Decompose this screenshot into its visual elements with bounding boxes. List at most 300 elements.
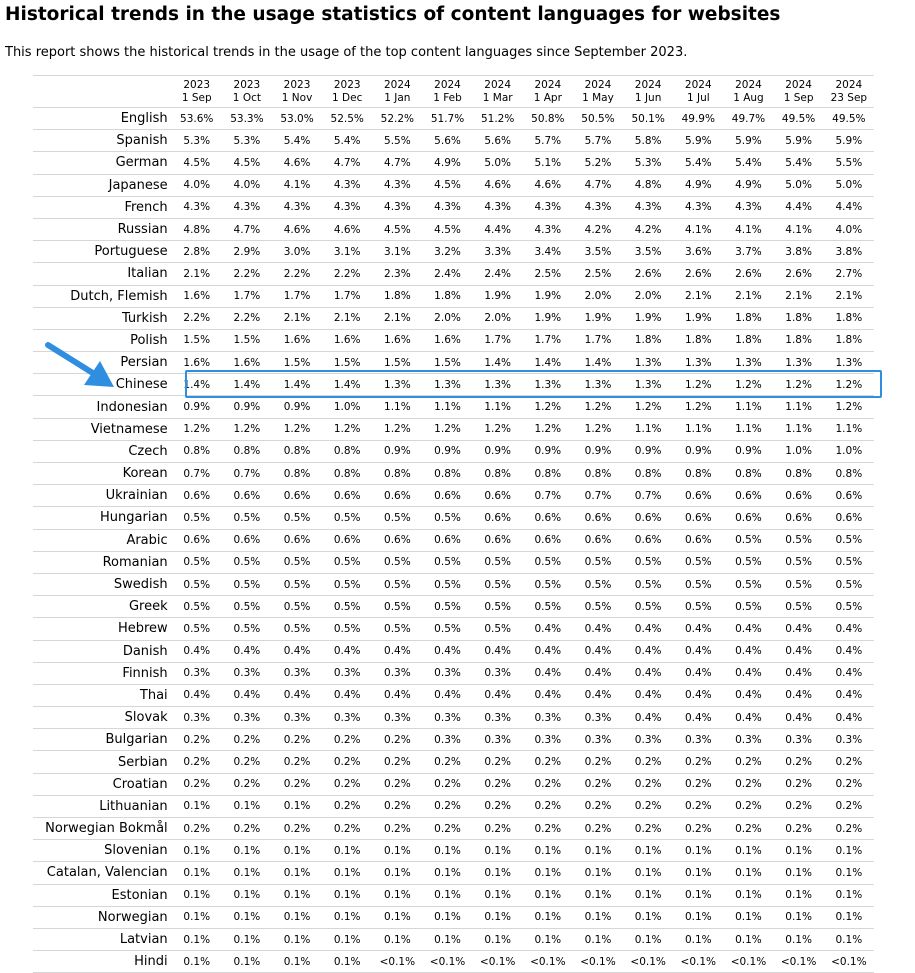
usage-value: 1.7%: [573, 329, 623, 351]
usage-value: 0.1%: [422, 862, 472, 884]
language-name: Latvian: [33, 928, 172, 950]
column-year: 2024: [383, 79, 411, 91]
column-date: 1 Jan: [384, 91, 411, 104]
usage-value: 1.4%: [322, 374, 372, 396]
usage-value: 1.8%: [723, 329, 773, 351]
usage-value: 0.3%: [322, 707, 372, 729]
usage-value: 3.3%: [473, 241, 523, 263]
usage-value: 1.3%: [673, 352, 723, 374]
usage-value: 0.5%: [824, 551, 874, 573]
usage-value: 0.4%: [623, 640, 673, 662]
usage-value: 5.9%: [824, 130, 874, 152]
usage-value: 2.5%: [523, 263, 573, 285]
table-row: [33, 285, 874, 307]
table-row: [33, 529, 874, 551]
usage-value: 0.5%: [422, 596, 472, 618]
usage-value: 5.3%: [172, 130, 222, 152]
usage-value: 1.4%: [272, 374, 322, 396]
usage-value: 1.1%: [774, 418, 824, 440]
language-name: Polish: [33, 329, 172, 351]
usage-value: 0.1%: [172, 795, 222, 817]
language-name: German: [33, 152, 172, 174]
usage-value: 0.5%: [172, 551, 222, 573]
usage-value: 0.6%: [623, 529, 673, 551]
usage-value: 4.3%: [372, 174, 422, 196]
usage-value: 0.6%: [322, 529, 372, 551]
usage-value: 0.4%: [623, 662, 673, 684]
table-row: [33, 241, 874, 263]
column-header: [322, 76, 372, 108]
column-date: 1 Jul: [686, 91, 710, 104]
usage-value: 0.9%: [573, 440, 623, 462]
usage-value: 2.1%: [673, 285, 723, 307]
usage-value: <0.1%: [673, 951, 723, 973]
usage-value: 0.5%: [473, 551, 523, 573]
usage-value: 1.1%: [774, 396, 824, 418]
usage-value: 1.5%: [322, 352, 372, 374]
usage-value: 2.1%: [322, 307, 372, 329]
usage-value: 1.0%: [824, 440, 874, 462]
language-name: Norwegian: [33, 906, 172, 928]
table-row: [33, 684, 874, 706]
usage-value: 0.5%: [723, 573, 773, 595]
usage-value: 0.2%: [774, 751, 824, 773]
usage-value: 1.7%: [272, 285, 322, 307]
usage-value: 0.5%: [473, 596, 523, 618]
usage-value: 52.2%: [372, 108, 422, 130]
usage-value: 0.5%: [523, 596, 573, 618]
language-name: Hungarian: [33, 507, 172, 529]
usage-value: 1.4%: [473, 352, 523, 374]
usage-value: 0.5%: [322, 596, 372, 618]
usage-value: 0.6%: [673, 485, 723, 507]
table-row: [33, 729, 874, 751]
usage-value: 0.5%: [172, 618, 222, 640]
column-year: 2023: [333, 79, 361, 91]
usage-value: 5.8%: [623, 130, 673, 152]
usage-value: 0.4%: [422, 640, 472, 662]
usage-value: 2.1%: [723, 285, 773, 307]
usage-value: 0.5%: [673, 551, 723, 573]
usage-value: 2.3%: [372, 263, 422, 285]
column-year: 2024: [434, 79, 461, 91]
table-header-row: [33, 76, 874, 108]
usage-value: 0.5%: [824, 596, 874, 618]
language-name: Ukrainian: [33, 485, 172, 507]
usage-value: 5.4%: [723, 152, 773, 174]
table-row: [33, 928, 874, 950]
usage-value: 0.9%: [372, 440, 422, 462]
usage-value: 0.2%: [372, 795, 422, 817]
usage-value: 0.2%: [473, 751, 523, 773]
usage-value: 1.2%: [523, 396, 573, 418]
usage-value: 2.1%: [774, 285, 824, 307]
usage-value: 4.3%: [222, 196, 272, 218]
usage-value: 0.2%: [523, 773, 573, 795]
column-header-label: [573, 76, 623, 104]
column-year: 2024: [735, 79, 762, 91]
usage-value: 0.6%: [573, 529, 623, 551]
language-name: Serbian: [33, 751, 172, 773]
usage-value: 1.3%: [824, 352, 874, 374]
usage-value: 5.9%: [774, 130, 824, 152]
usage-value: 1.6%: [422, 329, 472, 351]
usage-value: 0.2%: [322, 795, 372, 817]
usage-value: 0.5%: [623, 551, 673, 573]
usage-value: 0.1%: [774, 928, 824, 950]
column-header: [222, 76, 272, 108]
usage-value: 2.6%: [673, 263, 723, 285]
usage-value: 0.4%: [372, 684, 422, 706]
usage-value: 1.2%: [723, 374, 773, 396]
usage-value: 1.4%: [172, 374, 222, 396]
usage-value: 0.6%: [473, 485, 523, 507]
language-name: French: [33, 196, 172, 218]
usage-value: 0.4%: [673, 662, 723, 684]
usage-value: 5.5%: [824, 152, 874, 174]
usage-value: 0.5%: [172, 507, 222, 529]
usage-value: 0.3%: [623, 729, 673, 751]
usage-value: 0.3%: [172, 707, 222, 729]
usage-value: 0.1%: [623, 840, 673, 862]
usage-value: 1.5%: [272, 352, 322, 374]
usage-value: 5.4%: [774, 152, 824, 174]
usage-value: 0.5%: [422, 618, 472, 640]
usage-value: 1.8%: [774, 329, 824, 351]
usage-value: 0.2%: [623, 751, 673, 773]
usage-value: 0.7%: [172, 463, 222, 485]
usage-value: 1.2%: [473, 418, 523, 440]
usage-value: 0.8%: [723, 463, 773, 485]
column-header: [422, 76, 472, 108]
usage-value: 1.5%: [372, 352, 422, 374]
usage-value: 0.6%: [723, 485, 773, 507]
usage-value: 0.5%: [372, 596, 422, 618]
usage-value: 0.5%: [272, 596, 322, 618]
usage-value: 0.3%: [473, 707, 523, 729]
usage-value: 0.2%: [824, 773, 874, 795]
language-name: Arabic: [33, 529, 172, 551]
usage-value: 0.1%: [473, 840, 523, 862]
usage-value: 2.6%: [723, 263, 773, 285]
usage-value: 2.0%: [573, 285, 623, 307]
usage-value: 1.7%: [473, 329, 523, 351]
usage-value: 0.1%: [322, 840, 372, 862]
usage-value: 0.3%: [372, 707, 422, 729]
usage-value: 4.0%: [172, 174, 222, 196]
language-name: Dutch, Flemish: [33, 285, 172, 307]
usage-value: 1.7%: [523, 329, 573, 351]
usage-value: 1.8%: [673, 329, 723, 351]
language-name: Finnish: [33, 662, 172, 684]
column-date: 1 Feb: [433, 91, 462, 104]
table-row: [33, 174, 874, 196]
table-row: [33, 218, 874, 240]
column-date: 1 Aug: [733, 91, 764, 104]
usage-value: 5.6%: [473, 130, 523, 152]
usage-value: 4.3%: [322, 196, 372, 218]
page-title: Historical trends in the usage statistics of content languages for websites: [5, 4, 781, 25]
usage-value: 0.2%: [422, 751, 472, 773]
usage-value: 1.6%: [172, 285, 222, 307]
usage-value: 0.4%: [172, 684, 222, 706]
usage-value: 0.3%: [473, 662, 523, 684]
usage-value: 0.1%: [222, 862, 272, 884]
usage-value: 0.1%: [172, 951, 222, 973]
usage-value: 0.6%: [422, 485, 472, 507]
usage-value: 0.1%: [222, 795, 272, 817]
usage-value: 0.6%: [723, 507, 773, 529]
usage-value: 1.2%: [824, 396, 874, 418]
usage-value: 0.4%: [523, 662, 573, 684]
usage-value: 0.4%: [573, 662, 623, 684]
usage-value: <0.1%: [824, 951, 874, 973]
usage-value: 1.6%: [272, 329, 322, 351]
usage-value: 0.8%: [172, 440, 222, 462]
usage-value: 4.7%: [222, 218, 272, 240]
column-header: [774, 76, 824, 108]
language-name: Turkish: [33, 307, 172, 329]
usage-value: 0.2%: [172, 729, 222, 751]
usage-value: 1.6%: [372, 329, 422, 351]
column-header-label: [623, 76, 673, 104]
usage-value: 0.1%: [824, 840, 874, 862]
language-name: Japanese: [33, 174, 172, 196]
usage-value: 4.5%: [372, 218, 422, 240]
usage-value: 4.8%: [623, 174, 673, 196]
usage-value: 0.1%: [172, 884, 222, 906]
usage-value: 0.2%: [422, 773, 472, 795]
usage-value: 1.9%: [523, 307, 573, 329]
usage-value: 0.1%: [523, 884, 573, 906]
usage-value: 0.8%: [372, 463, 422, 485]
usage-value: 1.1%: [723, 418, 773, 440]
usage-value: 0.3%: [172, 662, 222, 684]
column-date: 1 Nov: [281, 91, 313, 104]
language-name: Danish: [33, 640, 172, 662]
usage-value: 0.1%: [673, 862, 723, 884]
column-date: 23 Sep: [830, 91, 868, 104]
usage-value: 0.1%: [523, 862, 573, 884]
usage-value: 0.2%: [222, 818, 272, 840]
usage-value: 0.6%: [172, 485, 222, 507]
usage-value: 0.4%: [272, 684, 322, 706]
usage-value: 1.6%: [222, 352, 272, 374]
usage-value: 0.4%: [222, 684, 272, 706]
table-row: [33, 263, 874, 285]
column-year: 2024: [634, 79, 662, 91]
column-header-label: [322, 76, 372, 104]
usage-value: 0.5%: [272, 507, 322, 529]
column-header: [623, 76, 673, 108]
column-header-label: [723, 76, 773, 104]
usage-value: 0.1%: [422, 840, 472, 862]
usage-value: 0.4%: [272, 640, 322, 662]
usage-value: <0.1%: [573, 951, 623, 973]
usage-value: 0.5%: [422, 507, 472, 529]
usage-value: 0.4%: [473, 684, 523, 706]
usage-value: 0.2%: [723, 795, 773, 817]
usage-value: 4.2%: [573, 218, 623, 240]
usage-value: 0.2%: [824, 795, 874, 817]
usage-value: 0.6%: [372, 485, 422, 507]
usage-value: 1.3%: [623, 352, 673, 374]
usage-value: 1.5%: [422, 352, 472, 374]
usage-value: 0.5%: [774, 529, 824, 551]
usage-value: 0.4%: [573, 640, 623, 662]
language-name: Portuguese: [33, 241, 172, 263]
usage-value: 0.8%: [523, 463, 573, 485]
usage-value: 0.3%: [222, 707, 272, 729]
usage-value: 0.2%: [422, 818, 472, 840]
usage-value: 0.3%: [422, 707, 472, 729]
usage-value: 0.4%: [774, 707, 824, 729]
usage-value: 1.1%: [824, 418, 874, 440]
column-header: [523, 76, 573, 108]
usage-value: 4.3%: [372, 196, 422, 218]
usage-value: 0.2%: [523, 818, 573, 840]
usage-value: 0.7%: [523, 485, 573, 507]
usage-value: 0.1%: [774, 906, 824, 928]
usage-value: 0.9%: [172, 396, 222, 418]
usage-value: 0.2%: [523, 751, 573, 773]
usage-value: 0.4%: [723, 662, 773, 684]
column-year: 2023: [283, 79, 311, 91]
table-row: [33, 507, 874, 529]
usage-value: <0.1%: [723, 951, 773, 973]
column-year: 2024: [534, 79, 562, 91]
usage-value: 0.1%: [372, 906, 422, 928]
usage-value: 0.5%: [222, 573, 272, 595]
usage-value: 0.1%: [222, 884, 272, 906]
table-row: [33, 485, 874, 507]
usage-value: 4.4%: [473, 218, 523, 240]
usage-value: 0.4%: [623, 707, 673, 729]
usage-value: 0.1%: [723, 906, 773, 928]
usage-value: <0.1%: [473, 951, 523, 973]
usage-value: 1.2%: [673, 374, 723, 396]
usage-value: 1.2%: [523, 418, 573, 440]
usage-value: 1.3%: [623, 374, 673, 396]
table-row: [33, 374, 874, 396]
column-year: 2023: [233, 79, 261, 91]
column-header-label: [523, 76, 573, 104]
usage-value: 5.3%: [222, 130, 272, 152]
usage-value: 0.1%: [523, 928, 573, 950]
usage-value: 5.2%: [573, 152, 623, 174]
table-row: [33, 751, 874, 773]
table-row: [33, 862, 874, 884]
usage-value: 0.4%: [824, 640, 874, 662]
usage-value: 0.1%: [673, 928, 723, 950]
usage-value: 0.1%: [473, 884, 523, 906]
language-name: Slovak: [33, 707, 172, 729]
usage-value: 2.7%: [824, 263, 874, 285]
usage-value: 4.3%: [723, 196, 773, 218]
usage-value: 0.2%: [824, 751, 874, 773]
column-header-label: [673, 76, 723, 104]
usage-value: 0.3%: [422, 729, 472, 751]
usage-value: 2.9%: [222, 241, 272, 263]
usage-value: 3.1%: [322, 241, 372, 263]
usage-value: 53.3%: [222, 108, 272, 130]
usage-value: 0.1%: [573, 884, 623, 906]
usage-value: 0.2%: [774, 818, 824, 840]
usage-value: 1.3%: [573, 374, 623, 396]
usage-value: 0.1%: [222, 928, 272, 950]
column-date: 1 Mar: [482, 91, 513, 104]
usage-value: 0.9%: [272, 396, 322, 418]
usage-value: 0.2%: [723, 773, 773, 795]
usage-value: 0.2%: [422, 795, 472, 817]
table-row: [33, 618, 874, 640]
usage-value: 0.8%: [673, 463, 723, 485]
usage-value: 0.5%: [723, 551, 773, 573]
usage-value: 4.3%: [473, 196, 523, 218]
usage-value: 1.8%: [623, 329, 673, 351]
usage-value: 0.7%: [573, 485, 623, 507]
usage-value: 0.4%: [673, 618, 723, 640]
usage-value: 4.1%: [774, 218, 824, 240]
usage-value: 0.5%: [222, 551, 272, 573]
usage-value: 0.3%: [422, 662, 472, 684]
column-header: [723, 76, 773, 108]
usage-value: 0.3%: [372, 662, 422, 684]
language-name: Korean: [33, 463, 172, 485]
table-row: [33, 662, 874, 684]
column-header-label: [172, 76, 222, 104]
usage-value: 0.6%: [523, 529, 573, 551]
column-year: 2024: [684, 79, 712, 91]
language-name: Norwegian Bokmål: [33, 818, 172, 840]
usage-value: 4.9%: [673, 174, 723, 196]
usage-value: 1.0%: [322, 396, 372, 418]
usage-value: 0.2%: [272, 729, 322, 751]
usage-value: 0.4%: [523, 684, 573, 706]
usage-value: 1.5%: [222, 329, 272, 351]
usage-value: 0.1%: [422, 884, 472, 906]
usage-value: 0.1%: [573, 928, 623, 950]
usage-value: 0.2%: [673, 773, 723, 795]
table-row: [33, 440, 874, 462]
usage-value: 1.9%: [573, 307, 623, 329]
usage-value: 1.9%: [523, 285, 573, 307]
usage-value: 4.2%: [623, 218, 673, 240]
column-year: 2024: [484, 79, 512, 91]
usage-value: 0.4%: [322, 640, 372, 662]
usage-value: 0.4%: [623, 618, 673, 640]
usage-value: 1.4%: [573, 352, 623, 374]
table-row: [33, 396, 874, 418]
usage-value: 0.5%: [623, 596, 673, 618]
column-header: [272, 76, 322, 108]
table-row: [33, 329, 874, 351]
usage-value: 50.8%: [523, 108, 573, 130]
column-date: 1 Dec: [332, 91, 363, 104]
usage-value: 0.2%: [372, 729, 422, 751]
usage-value: 0.5%: [573, 596, 623, 618]
usage-value: 0.2%: [222, 773, 272, 795]
usage-value: 1.8%: [824, 329, 874, 351]
usage-value: 1.2%: [573, 418, 623, 440]
usage-value: 0.5%: [222, 507, 272, 529]
usage-value: 0.5%: [272, 618, 322, 640]
usage-value: 0.2%: [723, 751, 773, 773]
usage-value: 2.4%: [422, 263, 472, 285]
usage-value: 0.6%: [774, 507, 824, 529]
usage-value: 2.2%: [322, 263, 372, 285]
usage-value: 1.2%: [272, 418, 322, 440]
